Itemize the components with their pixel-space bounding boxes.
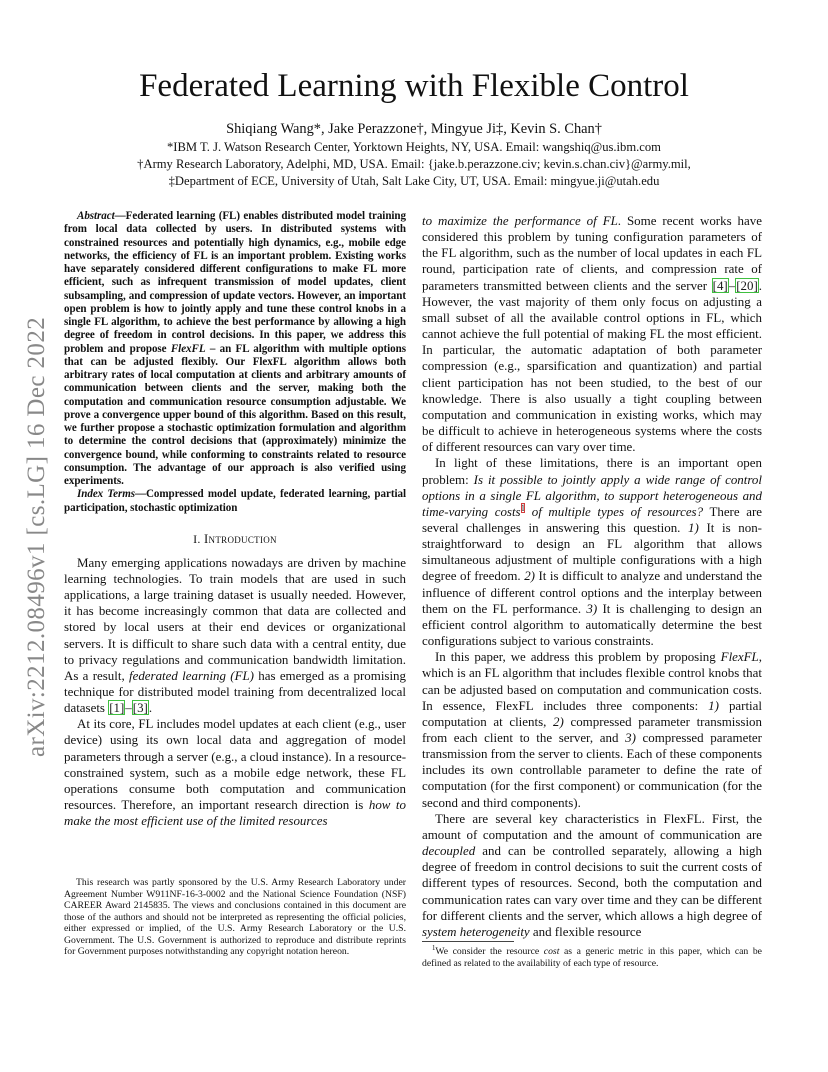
index-terms	[64, 488, 406, 515]
enum-2: 2)	[524, 568, 535, 584]
funding-footnote: This research was partly sponsored by the U.S. Army Research Laboratory under Agreement Number W911NF-16-3-0002 and the National Science Foundation (NSF) CAREER Award 2145835. The views and conclusions contained in this document are those of the authors and should not be interpreted as representing the official policies, either expressed or implied, of the U.S. Army Research Laboratory or the U.S. Government. The U.S. Government is authorized to reproduce and distribute reprints for Government purposes notwithstanding any copyright notation hereon.	[64, 877, 406, 957]
abstract-flexfl-term: FlexFL	[170, 342, 206, 355]
intro-p1-text-b: has emerged as a promising technique for distributed model training from decentralized local datasets	[64, 667, 406, 716]
footnote-rule	[422, 941, 514, 942]
footnote-1-mark: 1	[432, 944, 436, 952]
intro-p5-text: There are several key characteristics in FlexFL. First, the amount of computation and the amount of communication are	[422, 810, 762, 842]
intro-p3-text-b: There are several challenges in answering this question.	[422, 503, 763, 535]
intro-p4-text-c: partial computation at clients,	[422, 697, 762, 729]
footnote-1-text: We consider the resource	[435, 946, 544, 957]
intro-p4-flexfl: FlexFL	[720, 649, 759, 665]
intro-p3-question-end: of multiple types of resources?	[525, 503, 704, 519]
citation-link-4[interactable]: [4]	[712, 277, 728, 293]
intro-p5-text-b: and can be controlled separately, allowing a high degree of freedom in control decisions to suit the current costs of different types of resources. Second, both the computation and communication rates can vary over time and they can be different for different clients and the server, which allows a high degree of	[422, 843, 762, 923]
citation-link-1[interactable]: [1]	[109, 700, 125, 716]
affiliation-ibm: *IBM T. J. Watson Research Center, Yorktown Heights, NY, USA. Email: wangshiq@us.ibm.com	[167, 140, 661, 154]
intro-p2-text: At its core, FL includes model updates at each client (e.g., user device) using its own local data and aggregation of model parameters through a server (e.g., a cloud instance). In a resource-constrained system, such as a mobile edge network, these FL operations consume both computation and communication resources. Therefore, an important research direction is	[64, 716, 406, 813]
enum-2: 2)	[553, 713, 564, 729]
footnote-1-text-b: as a generic metric in this paper, which can be defined as related to the availability of each type of resource.	[422, 946, 762, 969]
intro-paragraph-2-start	[64, 716, 406, 829]
intro-p3-text: In light of these limitations, there is an important open problem:	[422, 455, 762, 487]
right-column	[422, 213, 762, 940]
affiliation-arl: †Army Research Laboratory, Adelphi, MD, USA. Email: {jake.b.perazzone.civ; kevin.s.chan.civ}@army.mil,	[137, 157, 691, 171]
intro-p4-text-b: , which is an FL algorithm that includes flexible control knobs that can be adjusted based on computation and communication costs. In essence, FlexFL includes three components:	[422, 649, 762, 713]
intro-p4-text-e: compressed parameter transmission from the server to clients. Each of these components includes its own controllable parameter to define the rate of computation (for the first component) or communication (for the second and third components).	[422, 730, 762, 810]
citation-range-dash: –	[728, 277, 736, 293]
abstract	[64, 210, 406, 488]
intro-p3-text-c: It is non-straightforward to design an FL algorithm that allows simultaneous adjustment of multiple configurations with a high degree of freedom.	[422, 519, 762, 584]
citation-link-3[interactable]: [3]	[132, 700, 148, 716]
intro-p4-text: In this paper, we address this problem by proposing	[435, 649, 721, 665]
intro-paragraph-2-continued	[422, 213, 762, 455]
left-column	[64, 210, 406, 829]
intro-paragraph-3	[422, 455, 762, 649]
citation-range-dash: –	[125, 700, 132, 716]
enum-3: 3)	[586, 600, 598, 616]
arxiv-identifier-stamp: arXiv:2212.08496v1 [cs.LG] 16 Dec 2022	[23, 316, 50, 757]
intro-p2-emphasis-left: how to make the most efficient use of the limited resources	[64, 797, 406, 829]
intro-p2-emphasis-right: to maximize the performance of FL	[422, 213, 618, 228]
affiliation-utah: ‡Department of ECE, University of Utah, Salt Lake City, UT, USA. Email: mingyue.ji@utah.edu	[168, 174, 660, 188]
intro-p3-text-d: It is difficult to analyze and understand the influence of different control options and the interplay between them on the FL performance.	[422, 568, 762, 616]
intro-p4-text-d: compressed parameter transmission from each client to the server, and	[422, 713, 762, 745]
section-title: Introduction	[204, 531, 277, 546]
intro-p1-emphasis: federated learning (FL)	[128, 667, 254, 683]
intro-p3-text-e: It is challenging to design an efficient control algorithm to automatically determine the best configurations subject to various constraints.	[422, 600, 762, 649]
abstract-label: Abstract	[77, 210, 115, 222]
section-numeral: I.	[193, 531, 205, 546]
intro-p1-end: .	[148, 700, 153, 716]
intro-p5-text-c: and flexible resource	[529, 923, 642, 939]
footnote-1-link[interactable]: 1	[520, 502, 526, 513]
intro-p3-question: Is it possible to jointly apply a wide range of control options in a single FL algorithm, to support heterogeneous and time-varying costs	[422, 471, 762, 519]
enum-1: 1)	[708, 697, 719, 713]
intro-paragraph-5	[422, 811, 762, 940]
footnote-1	[422, 946, 762, 970]
intro-p2-text-c: . However, the vast majority of them only focus on adjusting a small subset of all the available control options in FL, which cannot achieve the full potential of making FL the most efficient. In particular, the automatic adaptation of both parameter compression (e.g., sparsification and quantization) and partial client participation has not been studied, to the best of our knowledge. There is also usually a tight coupling between computation and communication in existing works, which may be difficult to achieve in heterogeneous systems where the costs of different resources can vary over time.	[422, 277, 762, 455]
footnote-1-emphasis: cost	[543, 946, 560, 957]
abstract-text-end: – an FL algorithm with multiple options that can be adjusted flexibly. Our FlexFL algorithm allows both arbitrary rates of local computation at clients and arbitrary amounts of communication between clients and the server, making both the computation and communication resource consumption adjustable. We prove a convergence upper bound of this algorithm. Based on this result, we further propose a stochastic optimization formulation and algorithm to determine the control decisions that (approximately) minimize the convergence bound, while conforming to constraints related to resource consumption. The advantage of our approach is also verified using experiments.	[64, 342, 406, 487]
enum-1: 1)	[688, 519, 699, 535]
section-heading-introduction	[64, 532, 406, 546]
intro-paragraph-4	[422, 649, 762, 811]
author-list: Shiqiang Wang*, Jake Perazzone†, Mingyue Ji‡, Kevin S. Chan†	[226, 121, 602, 137]
intro-paragraph-1	[64, 555, 406, 717]
citation-link-20[interactable]: [20]	[736, 277, 758, 293]
index-terms-label: Index Terms	[77, 488, 135, 501]
index-terms-text: —Compressed model update, federated learning, partial participation, stochastic optimization	[64, 488, 406, 514]
abstract-text-start: —Federated learning (FL) enables distributed model training from local data collected by users. In distributed systems with constrained resources and potentially high dynamics, e.g., mobile edge networks, the efficiency of FL is an important problem. Existing works have separately considered different configurations to make FL more efficient, such as infrequent transmission of model updates, client subsampling, and compression of update vectors. However, an important open problem is how to jointly apply and tune these control knobs in a single FL algorithm, to achieve the best performance by allowing a high degree of freedom in control decisions. In this paper, we address this problem and propose	[64, 210, 406, 355]
intro-p1-text: Many emerging applications nowadays are driven by machine learning technologies. To train models that are used in such applications, a large training dataset is usually needed. However, it has become increasingly common that data are collected and stored by local users at their end devices or organizational servers. It is difficult to share such data with a central entity, due to privacy regulations and communication bandwidth limitation. As a result,	[64, 554, 406, 683]
enum-3: 3)	[625, 730, 636, 745]
intro-p2-text-b: . Some recent works have considered this problem by tuning configuration parameters of the FL algorithm, such as the number of local updates in each FL round, participation rate of clients, and compression rate of parameters transmitted between clients and the server	[422, 213, 762, 293]
intro-p5-emphasis-decoupled: decoupled	[422, 843, 476, 859]
intro-p5-emphasis-heterogeneity: system heterogeneity	[422, 923, 530, 939]
paper-title: Federated Learning with Flexible Control	[139, 68, 689, 104]
